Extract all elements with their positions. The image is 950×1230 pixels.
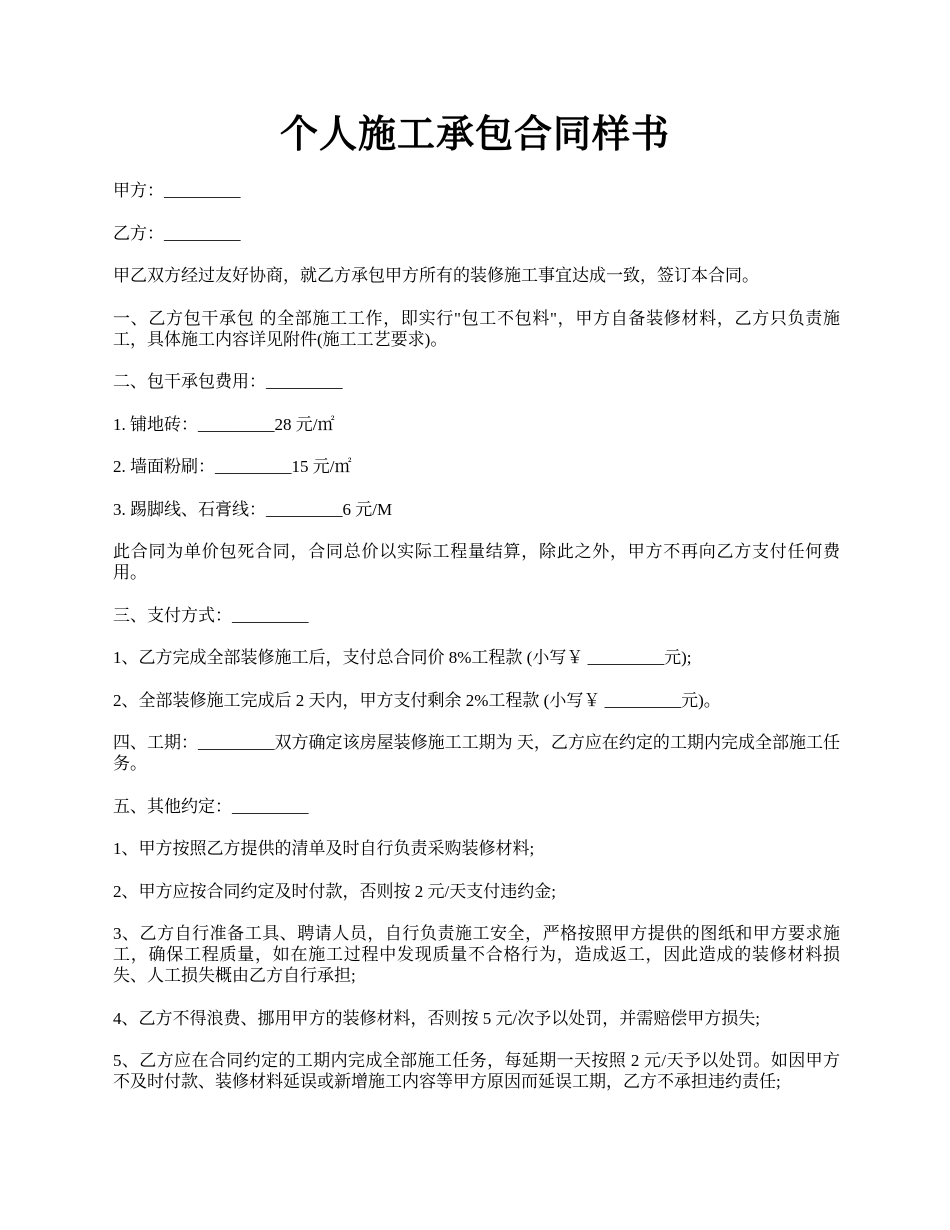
fee-item-wall-painting: 2. 墙面粉刷：_________15 元/㎡ (113, 457, 352, 476)
clause-2-heading: 二、包干承包费用：_________ (113, 372, 343, 391)
clause-5-heading: 五、其他约定：_________ (113, 796, 309, 816)
party-b-line: 乙方：_________ (113, 223, 241, 243)
document-body (113, 180, 840, 1114)
preamble-paragraph: 甲乙双方经过友好协商，就乙方承包甲方所有的装修施工事宜达成一致，签订本合同。 (113, 266, 759, 285)
other-item-4: 4、乙方不得浪费、挪用甲方的装修材料，否则按 5 元/次予以处罚，并需赔偿甲方损失; (113, 1008, 760, 1028)
party-a-line: 甲方：_________ (113, 181, 241, 200)
clause-4-duration: 四、工期：_________双方确定该房屋装修施工工期为 天，乙方应在约定的工期内完成全部施工任务。 (113, 733, 840, 773)
clause-1-scope: 一、乙方包干承包 的全部施工工作，即实行"包工不包料"，甲方自备装修材料，乙方只负责施工，具体施工内容详见附件(施工工艺要求)。 (113, 308, 840, 349)
other-item-3: 3、乙方自行准备工具、聘请人员，自行负责施工安全，严格按照甲方提供的图纸和甲方要求施工，确保工程质量，如在施工过程中发现质量不合格行为，造成返工，因此造成的装修材料损失、人工损失概由乙方自行承担; (113, 924, 840, 985)
unit-price-paragraph: 此合同为单价包死合同，合同总价以实际工程量结算，除此之外，甲方不再向乙方支付任何费用。 (113, 542, 840, 582)
other-item-2: 2、甲方应按合同约定及时付款，否则按 2 元/天支付违约金; (113, 881, 556, 901)
other-item-5: 5、乙方应在合同约定的工期内完成全部施工任务，每延期一天按照 2 元/天予以处罚。如因甲方不及时付款、装修材料延误或新增施工内容等甲方原因而延误工期，乙方不承担违约责任; (113, 1051, 840, 1091)
payment-item-1: 1、乙方完成全部装修施工后，支付总合同价 8%工程款 (小写￥ _________元); (113, 648, 692, 667)
fee-item-skirting: 3. 踢脚线、石膏线：_________6 元/M (113, 499, 393, 519)
document-title: 个人施工承包合同样书 (279, 114, 670, 156)
fee-item-floor-tiles: 1. 铺地砖：_________28 元/㎡ (113, 414, 335, 434)
clause-3-heading: 三、支付方式：_________ (113, 605, 309, 625)
payment-item-2: 2、全部装修施工完成后 2 天内，甲方支付剩余 2%工程款 (小写￥ _________元)。 (113, 690, 721, 710)
other-item-1: 1、甲方按照乙方提供的清单及时自行负责采购装修材料; (113, 839, 535, 858)
